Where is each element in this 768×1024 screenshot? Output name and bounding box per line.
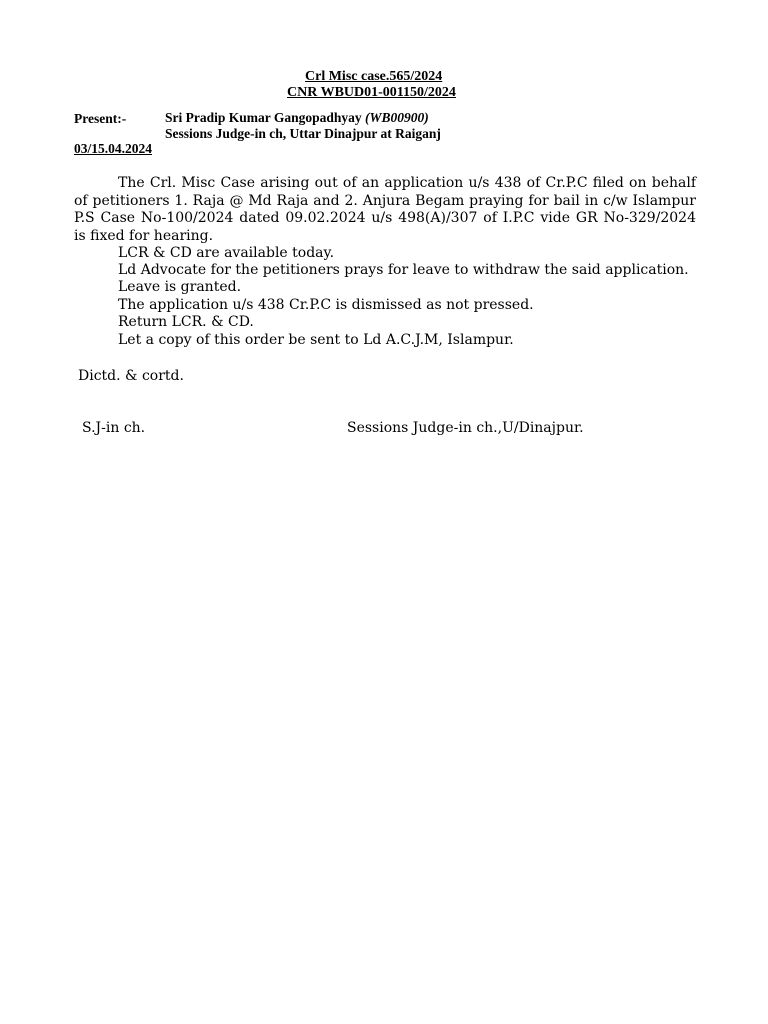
order-line: LCR & CD are available today.: [118, 245, 335, 261]
signature-left: S.J-in ch.: [82, 420, 146, 436]
case-title: Crl Misc case.565/2024: [305, 69, 443, 84]
judge-designation: Sessions Judge-in ch, Uttar Dinajpur at Raiganj: [165, 126, 441, 141]
order-line: Leave is granted.: [118, 279, 242, 295]
signature-right: Sessions Judge-in ch.,U/Dinajpur.: [347, 420, 584, 436]
judge-name-line: [165, 110, 429, 126]
order-paragraph: The Crl. Misc Case arising out of an application u/s 438 of Cr.P.C filed on behalf of petitioners 1. Raja @ Md Raja and 2. Anjura Begam praying for bail in c/w Islampur P.S Case No-100/2024 dated 09.02.2024 u/s 498(A)/307 of I.P.C vide GR No-329/2024 is fixed for hearing.: [74, 175, 696, 244]
order-line: The application u/s 438 Cr.P.C is dismissed as not pressed.: [118, 297, 534, 313]
dictation-note: Dictd. & cortd.: [78, 368, 184, 384]
order-line: Let a copy of this order be sent to Ld A.C.J.M, Islampur.: [118, 332, 514, 348]
judge-code: (WB00900): [365, 110, 429, 125]
order-date: 03/15.04.2024: [74, 141, 153, 156]
order-line: Return LCR. & CD.: [118, 314, 254, 330]
judge-name: Sri Pradip Kumar Gangopadhyay: [165, 110, 362, 125]
cnr-number: CNR WBUD01-001150/2024: [287, 85, 456, 100]
present-label: Present:-: [74, 111, 127, 126]
order-line: Ld Advocate for the petitioners prays for leave to withdraw the said application.: [118, 262, 689, 278]
